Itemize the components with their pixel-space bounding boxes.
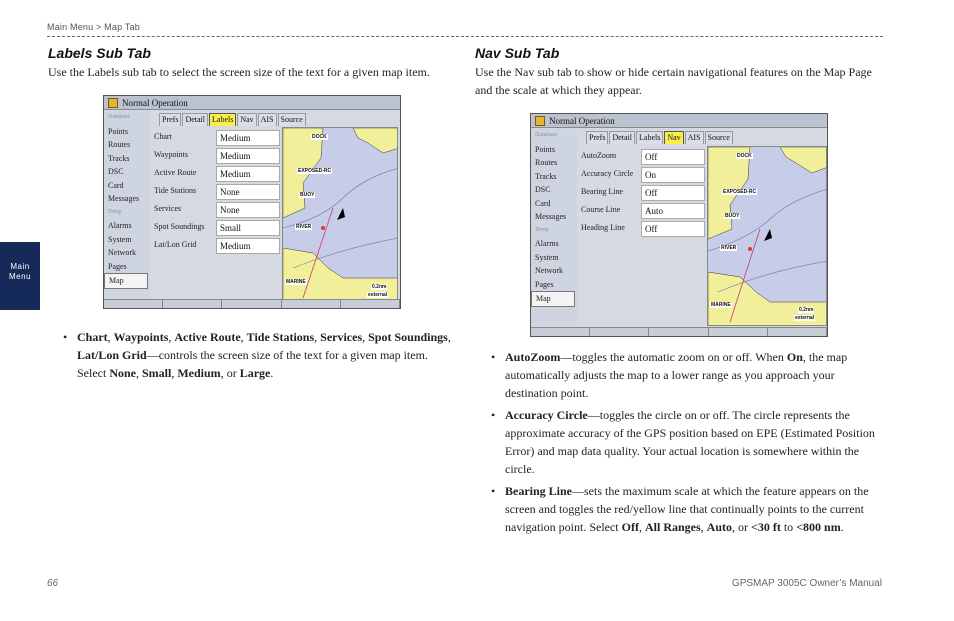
screen-menu-item[interactable]: Routes: [108, 140, 131, 149]
buoy-marker: [321, 226, 325, 230]
setting-row: [579, 184, 709, 202]
screen-tabs: [586, 131, 734, 144]
map-scale: 0.2nm: [372, 284, 387, 290]
screen-tab[interactable]: Nav: [237, 113, 256, 126]
nav-bullet-bearing-line: • Bearing Line—sets the maximum scale at which the feature appears on the screen and toggles the red/yellow line that continually points to the current navigation point. Select Off, All Ranges, Auto, or <30 ft to <800 nm.: [491, 484, 869, 534]
setting-row: [152, 165, 282, 183]
screen-tab[interactable]: Prefs: [159, 113, 181, 126]
setting-label: Chart: [154, 132, 172, 141]
manual-title: GPSMAP 3005C Owner’s Manual: [731, 578, 882, 589]
map-preview: [282, 127, 398, 302]
screen-menu-item[interactable]: Network: [108, 248, 136, 257]
labels-section-title: Labels Sub Tab: [48, 45, 151, 61]
setting-value[interactable]: Medium: [216, 130, 280, 146]
screen-tab[interactable]: AIS: [258, 113, 277, 126]
nav-bullets: [488, 348, 886, 540]
setting-label: Services: [154, 204, 182, 213]
map-label: EXPOSED-RC: [298, 168, 332, 174]
setting-value[interactable]: Medium: [216, 238, 280, 254]
nav-screen: [530, 113, 828, 337]
setting-value[interactable]: Small: [216, 220, 280, 236]
screen-menu-item[interactable]: Map: [531, 291, 575, 307]
side-tab: [0, 242, 40, 310]
screen-menu-item[interactable]: Pages: [108, 261, 127, 271]
screen-menu-item[interactable]: Points: [108, 126, 129, 136]
setting-value[interactable]: Medium: [216, 166, 280, 182]
map-scale: 0.2nm: [799, 307, 814, 313]
setting-label: AutoZoom: [581, 151, 617, 160]
setting-label: Lat/Lon Grid: [154, 240, 197, 249]
setting-label: Waypoints: [154, 150, 189, 159]
map-chart: [708, 147, 827, 326]
setting-value[interactable]: Off: [641, 185, 705, 201]
setting-label: Accuracy Circle: [581, 169, 634, 178]
screen-menu-item[interactable]: Pages: [535, 279, 554, 289]
settings-icon: [535, 116, 545, 126]
nav-bullet-autozoom: • AutoZoom—toggles the automatic zoom on or off. When On, the map automatically adjusts the map to a lower range as you approach your destination point.: [491, 350, 848, 400]
screen-menu-item[interactable]: Database: [108, 114, 130, 120]
screen-menu-item[interactable]: Messages: [108, 194, 140, 203]
map-label: MARINE: [286, 279, 306, 285]
side-tab-line2: Menu: [8, 272, 31, 281]
setting-label: Bearing Line: [581, 187, 623, 196]
setting-value[interactable]: Medium: [216, 148, 280, 164]
page-number: 66: [47, 578, 59, 589]
screen-tab[interactable]: Source: [705, 131, 733, 144]
screen-tab[interactable]: Source: [278, 113, 306, 126]
nav-bullet-accuracy-circle: • Accuracy Circle—toggles the circle on or off. The circle represents the approximate accuracy of the GPS position based on EPE (Estimated Position Error) and map data quality. Your actual location is somewhere within the circle.: [491, 408, 875, 476]
screen-title: Normal Operation: [549, 116, 615, 126]
screen-menu-item[interactable]: Card: [108, 180, 124, 190]
screen-menu-item[interactable]: Routes: [535, 158, 558, 167]
map-label: MARINE: [711, 302, 731, 308]
map-label: BUOY: [300, 192, 315, 198]
breadcrumb: Main Menu > Map Tab: [47, 22, 140, 32]
screen-menu-item[interactable]: Network: [535, 266, 563, 275]
setting-row: [579, 166, 709, 184]
setting-label: Spot Soundings: [154, 222, 205, 231]
setting-label: Tide Stations: [154, 186, 197, 195]
setting-value[interactable]: None: [216, 184, 280, 200]
screen-tab[interactable]: Nav: [664, 131, 683, 144]
setting-value[interactable]: On: [641, 167, 705, 183]
nav-section-title: Nav Sub Tab: [475, 45, 560, 61]
setting-label: Active Route: [154, 168, 197, 177]
settings-icon: [108, 98, 118, 108]
setting-row: [152, 219, 282, 237]
screen-tab[interactable]: Prefs: [586, 131, 608, 144]
setting-label: Heading Line: [581, 223, 625, 232]
setting-value[interactable]: Off: [641, 221, 705, 237]
screen-softkeys: [531, 327, 827, 336]
nav-section-intro: Use the Nav sub tab to show or hide certain navigational features on the Map Page and the scale at which they appear.: [475, 65, 872, 97]
screen-rows: [579, 148, 709, 238]
map-label: RIVER: [721, 245, 737, 251]
map-label: BUOY: [725, 213, 740, 219]
labels-section-intro: Use the Labels sub tab to select the screen size of the text for a given map item.: [48, 65, 430, 79]
screen-tab[interactable]: Detail: [182, 113, 208, 126]
setting-row: [579, 148, 709, 166]
screen-menu-item[interactable]: Alarms: [535, 239, 559, 248]
screen-menu-item[interactable]: Tracks: [108, 153, 130, 163]
screen-menu-item[interactable]: System: [108, 234, 132, 244]
screen-menu-item[interactable]: Tracks: [535, 171, 557, 181]
screen-menu-item[interactable]: Map: [104, 273, 148, 289]
screen-tab[interactable]: AIS: [685, 131, 704, 144]
setting-row: [152, 147, 282, 165]
screen-menu-item[interactable]: Card: [535, 198, 551, 208]
screen-title-bar: [531, 114, 827, 128]
labels-screen: [103, 95, 401, 309]
screen-menu-item[interactable]: Points: [535, 144, 556, 154]
screen-menu-item[interactable]: Temp: [535, 226, 549, 233]
setting-label: Course Line: [581, 205, 621, 214]
labels-bullet: • Chart, Waypoints, Active Route, Tide Stations, Services, Spot Soundings, Lat/Lon Grid—controls the screen size of the text for a given map item. Select None, Small, Medium, or Large.: [63, 330, 451, 380]
map-scale-note: external: [368, 292, 388, 298]
side-tab-line1: Main: [10, 262, 30, 271]
map-label: DOCK: [737, 153, 752, 159]
screen-side-menu: [531, 129, 577, 326]
header-rule: [47, 36, 883, 37]
screen-title-bar: [104, 96, 400, 110]
screen-side-menu: [104, 111, 150, 298]
map-preview: [707, 146, 827, 326]
screen-tab[interactable]: Labels: [636, 131, 663, 144]
map-label: DOCK: [312, 134, 327, 140]
screen-menu-item[interactable]: DSC: [108, 167, 124, 176]
setting-row: [579, 220, 709, 238]
screen-tab[interactable]: Labels: [209, 113, 236, 126]
setting-row: [579, 202, 709, 220]
map-chart: [283, 128, 398, 302]
screen-menu-item[interactable]: DSC: [535, 185, 551, 194]
screen-menu-item[interactable]: System: [535, 252, 559, 262]
screen-menu-item[interactable]: Temp: [108, 208, 122, 215]
setting-value[interactable]: Off: [641, 149, 705, 165]
screen-tab[interactable]: Detail: [609, 131, 635, 144]
setting-value[interactable]: Auto: [641, 203, 705, 219]
screen-title: Normal Operation: [122, 98, 188, 108]
map-label: EXPOSED-RC: [723, 189, 757, 195]
setting-value[interactable]: None: [216, 202, 280, 218]
map-label: RIVER: [296, 224, 312, 230]
screen-rows: [152, 129, 282, 255]
setting-row: [152, 129, 282, 147]
labels-bullets: [60, 328, 456, 386]
screen-menu-item[interactable]: Alarms: [108, 221, 132, 230]
map-scale-note: external: [795, 315, 815, 321]
screen-tabs: [159, 113, 307, 126]
screen-menu-item[interactable]: Database: [535, 132, 557, 138]
screen-menu-item[interactable]: Messages: [535, 212, 567, 221]
setting-row: [152, 201, 282, 219]
setting-row: [152, 237, 282, 255]
screen-softkeys: [104, 299, 400, 308]
buoy-marker: [748, 247, 752, 251]
setting-row: [152, 183, 282, 201]
